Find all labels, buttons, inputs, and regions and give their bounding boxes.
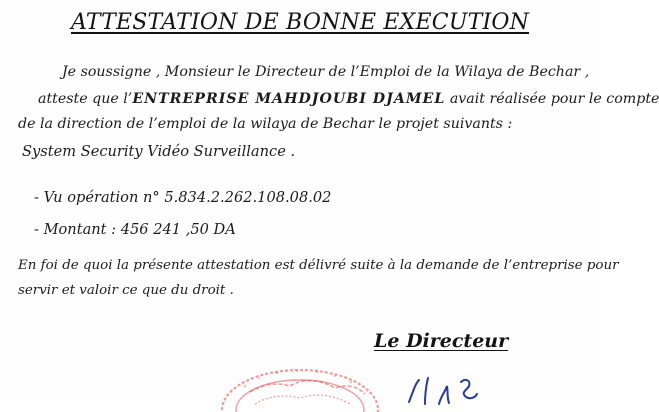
director-title: Le Directeur	[374, 330, 509, 352]
amount: - Montant : 456 241 ,50 DA	[34, 221, 236, 238]
body-line-3: de la direction de l’emploi de la wilaya de Bechar le projet suivants :	[18, 116, 513, 132]
closing-line-1: En foi de quoi la présente attestation est délivré suite à la demande de l’entreprise pour	[18, 258, 619, 273]
body-line-2	[38, 91, 659, 107]
body-line-2-suffix: avait réalisée pour le compte	[445, 91, 659, 107]
company-name: ENTREPRISE MAHDJOUBI DJAMEL	[132, 91, 446, 107]
official-stamp	[215, 352, 385, 412]
project-name: System Security Vidéo Surveillance .	[22, 143, 296, 160]
director-signature	[395, 370, 505, 405]
operation-number: - Vu opération n° 5.834.2.262.108.08.02	[34, 189, 332, 206]
body-line-2-prefix: atteste que l’	[38, 91, 133, 107]
closing-line-2: servir et valoir ce que du droit .	[18, 283, 234, 298]
body-line-1: Je soussigne , Monsieur le Directeur de l’Emploi de la Wilaya de Bechar ,	[62, 64, 590, 80]
document-title: ATTESTATION DE BONNE EXECUTION	[70, 10, 530, 35]
